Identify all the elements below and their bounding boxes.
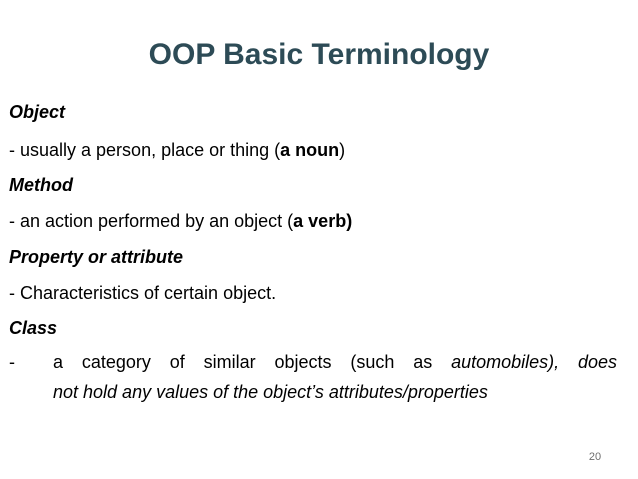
definition-text: - an action performed by an object ( bbox=[9, 211, 294, 231]
term-object: Object bbox=[9, 102, 66, 122]
definition-text: - usually a person, place or thing ( bbox=[9, 140, 281, 160]
definition-text: a category of similar objects (such as bbox=[53, 352, 452, 372]
definition-emphasis: a verb) bbox=[293, 211, 353, 231]
definition-line-2: not hold any values of the object’s attributes/properties bbox=[53, 382, 488, 402]
slide-title: OOP Basic Terminology bbox=[148, 38, 490, 71]
bullet-dash: - bbox=[9, 352, 15, 372]
definition-object bbox=[9, 140, 345, 161]
term-class: Class bbox=[9, 318, 58, 338]
definition-property bbox=[9, 283, 276, 304]
definition-emphasis: automobiles), does bbox=[451, 352, 617, 372]
definition-text: ) bbox=[339, 140, 346, 160]
term-method: Method bbox=[9, 175, 73, 195]
definition-emphasis: a noun bbox=[280, 140, 340, 160]
definition-method bbox=[9, 211, 352, 232]
definition-text: - Characteristics of certain object. bbox=[9, 283, 277, 303]
term-property: Property or attribute bbox=[9, 247, 184, 267]
definition-line-1 bbox=[53, 352, 617, 373]
page-number: 20 bbox=[588, 451, 602, 463]
